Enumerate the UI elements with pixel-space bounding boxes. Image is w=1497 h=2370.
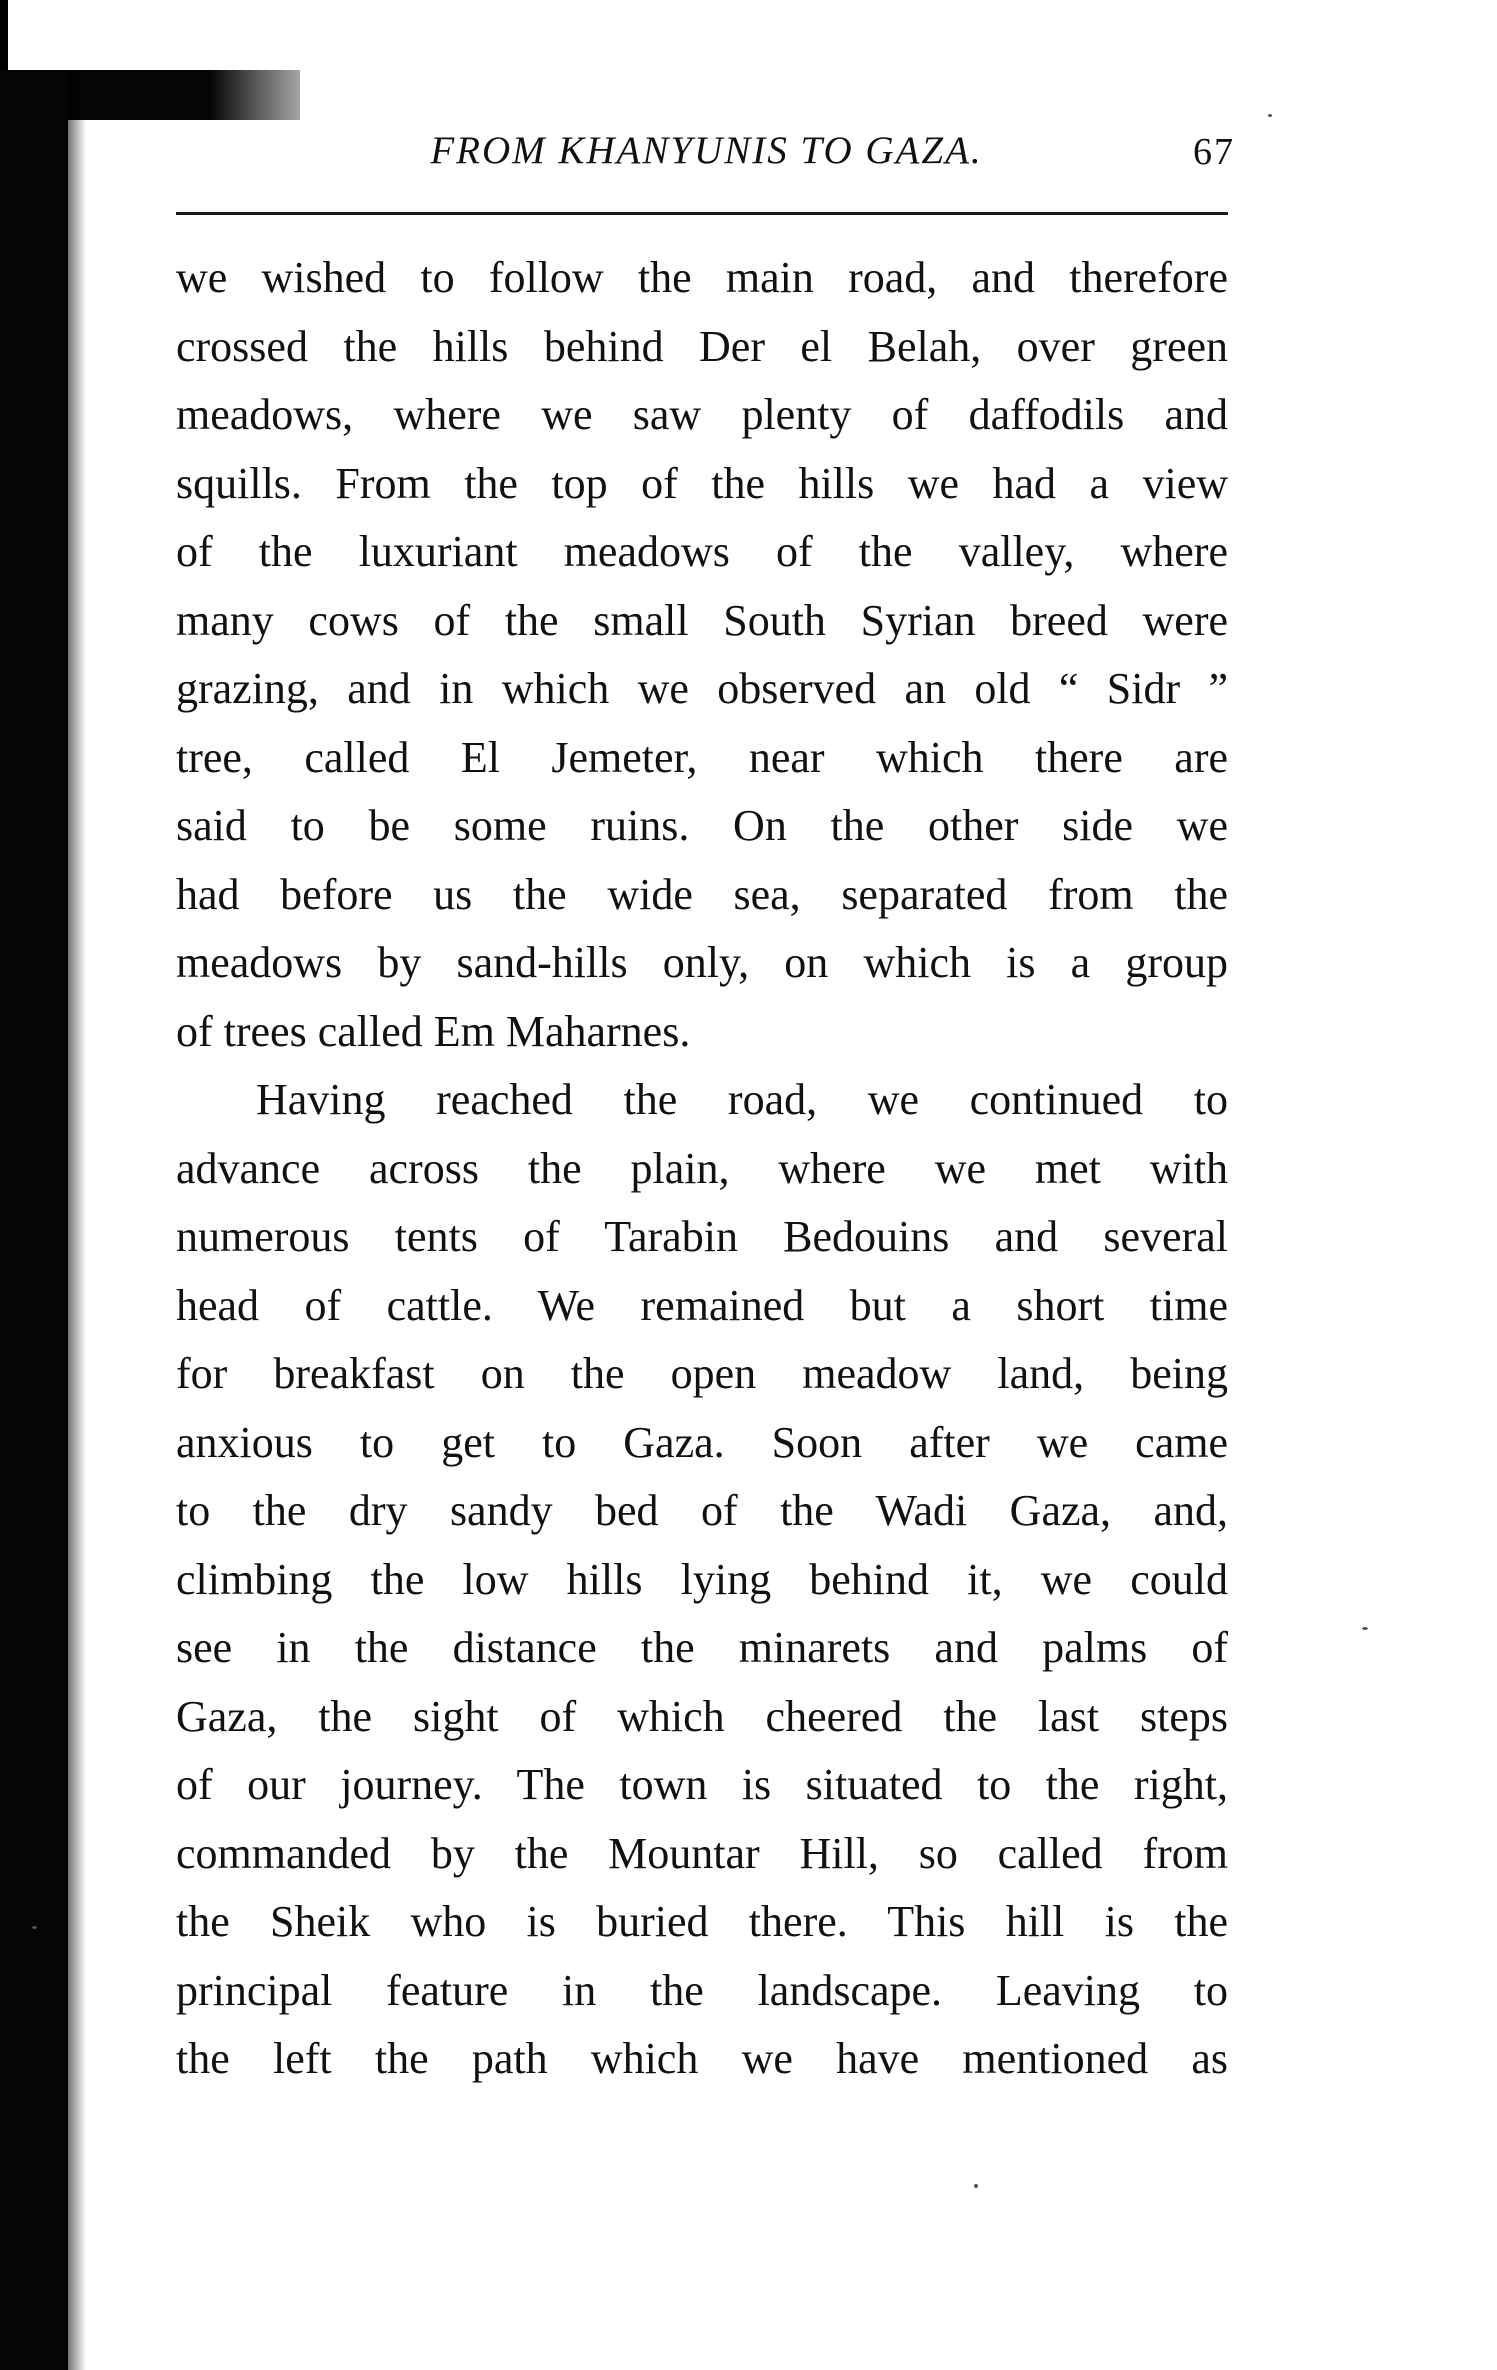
page-number: 67 [1193,131,1235,173]
text-line: meadows, where we saw plenty of daffodils and [176,390,1228,439]
scan-speck [1268,114,1272,117]
body-text [176,244,1228,2094]
text-line: numerous tents of Tarabin Bedouins and several [176,1212,1228,1261]
text-line: see in the distance the minarets and palms of [176,1623,1228,1672]
running-title: FROM KHANYUNIS TO GAZA. [430,129,983,172]
scan-speck [1362,1627,1368,1630]
text-line: Gaza, the sight of which cheered the last steps [176,1691,1228,1741]
text-line: of our journey. The town is situated to the right, [176,1760,1228,1809]
binding-edge-top [0,0,8,70]
text-line: crossed the hills behind Der el Belah, over green [176,321,1228,371]
text-line: principal feature in the landscape. Leaving to [176,1965,1228,2015]
text-line: had before us the wide sea, separated from the [176,869,1228,919]
text-line: we wished to follow the main road, and therefore [176,253,1228,302]
text-line: for breakfast on the open meadow land, being [176,1349,1228,1398]
binding-edge [0,70,68,2370]
text-line: advance across the plain, where we met with [176,1143,1228,1193]
text-line: to the dry sandy bed of the Wadi Gaza, and, [176,1486,1228,1535]
text-line: many cows of the small South Syrian breed were [176,595,1228,645]
text-line: grazing, and in which we observed an old “ Sidr ” [176,664,1228,713]
text-line: the left the path which we have mentioned as [176,2034,1228,2083]
text-line: head of cattle. We remained but a short time [176,1280,1228,1330]
scan-speck [974,2184,978,2188]
text-line: squills. From the top of the hills we had a view [176,458,1228,508]
text-line: tree, called El Jemeter, near which there are [176,732,1228,782]
text-line: of the luxuriant meadows of the valley, where [176,527,1228,576]
text-line: climbing the low hills lying behind it, we could [176,1554,1228,1604]
text-line: anxious to get to Gaza. Soon after we came [176,1417,1228,1467]
text-line: said to be some ruins. On the other side we [176,801,1228,850]
running-head [178,128,1235,184]
text-line: of trees called Em Maharnes. [176,1006,691,1056]
scan-speck [32,1926,37,1929]
text-line: commanded by the Mountar Hill, so called from [176,1828,1228,1878]
text-line: the Sheik who is buried there. This hill is the [176,1897,1228,1946]
header-rule [176,212,1228,215]
paragraph-first-line: Having reached the road, we continued to [256,1075,1228,1124]
text-line: meadows by sand-hills only, on which is a group [176,938,1228,987]
